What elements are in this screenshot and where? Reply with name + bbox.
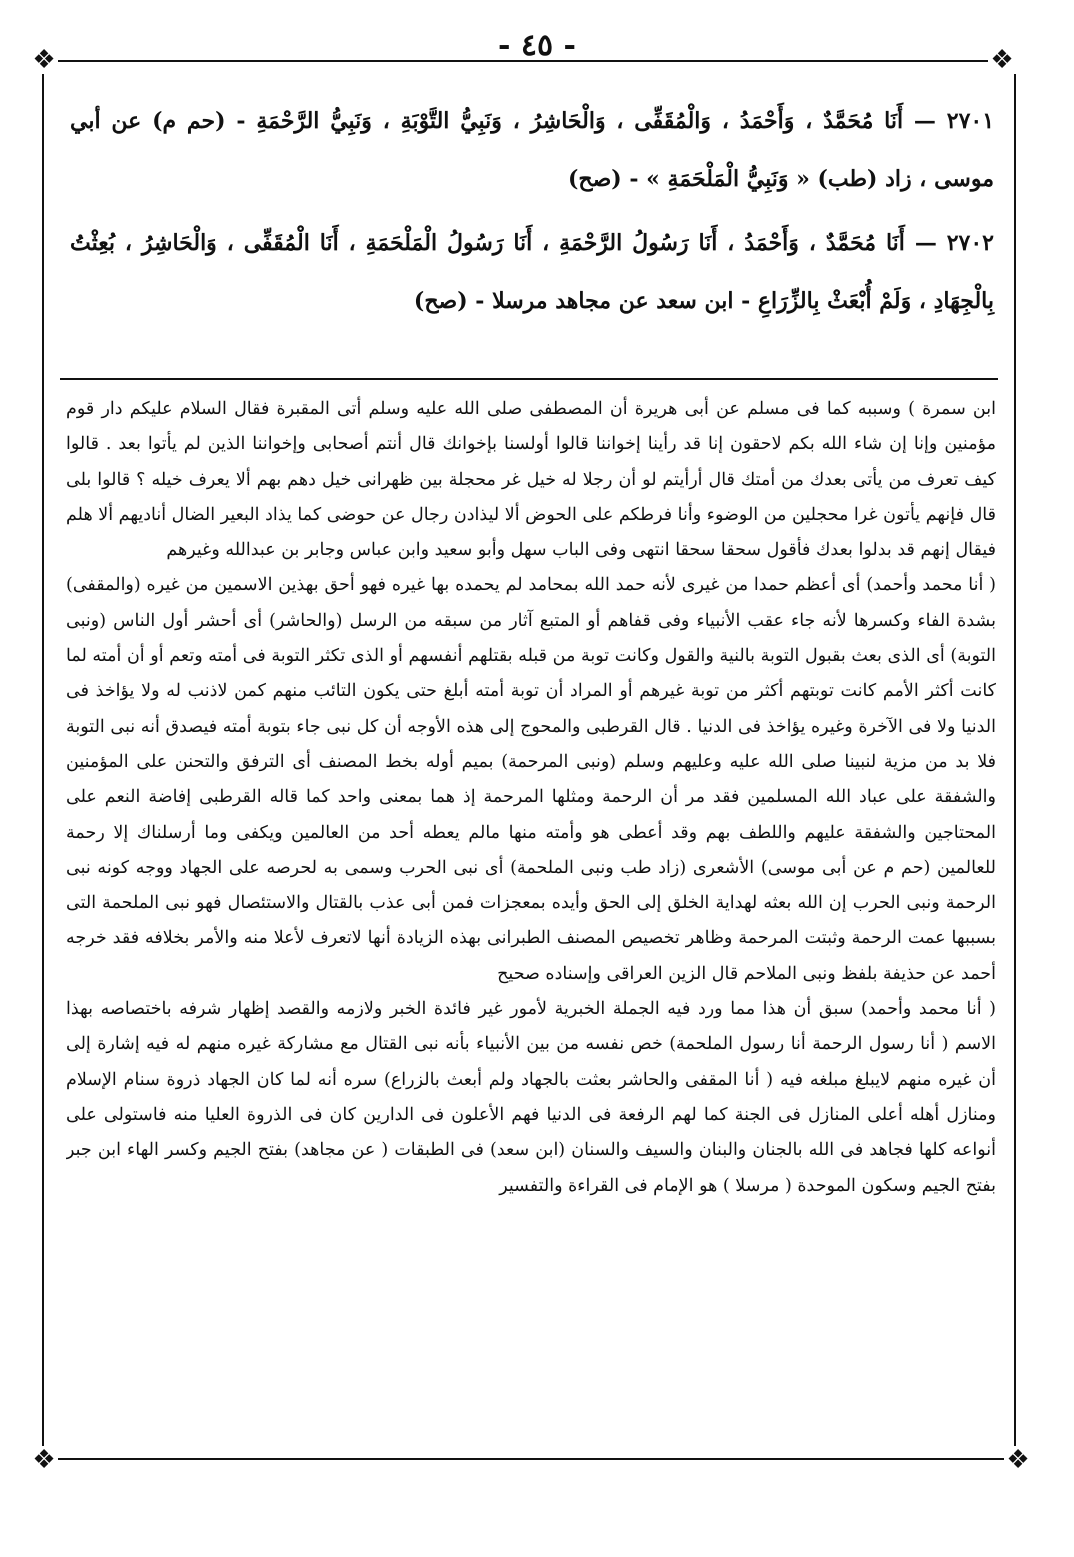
commentary-paragraph: ( أنا محمد وأحمد) أى أعظم حمدا من غيرى لأنه حمد الله بمحامد لم يحمده بها غيره فهو أحق بهذين الاسمين من غيره (والمقفى) بشدة الفاء وكسرها لأنه جاء عقب الأنبياء وفى قفاهم أو المتبع آثار من سبقه من الرسل (والحاشر) أى أحشر أول الناس (ونبى التوبة) أى الذى بعث بقبول التوبة بالنية والقول وكانت توبة من قبله بقتلهم أنفسهم أو الذى تكثر التوبة فى أمته وتعم أو أن أمته لما كانت أكثر الأمم كانت توبتهم أكثر من توبة غيرهم أو المراد أن توبة أمته أبلغ حتى يكون التائب منهم كمن لاذنب له ولا يؤاخذ فى الدنيا ولا فى الآخرة وغيره يؤاخذ فى الدنيا . قال القرطبى والمحوج إلى هذه الأوجه أن كل نبى جاء بتوبة أمته فيصدق أنه نبى التوبة فلا بد من مزية لنبينا صلى الله عليه وعليهم وسلم (ونبى المرحمة) بميم أوله بخط المصنف أى الترفق والتحنن على المؤمنين والشفقة على عباد الله المسلمين فقد مر أن الرحمة ومثلها المرحمة إذ هما بمعنى واحد كما قاله القرطبى إفاضة النعم على المحتاجين والشفقة عليهم واللطف بهم وقد أعطى هو وأمته منها مالم يعطه أحد من العالمين ويكفى وما أرسلناك إلا رحمة للعالمين (حم م عن أبى موسى) الأشعرى (زاد طب ونبى الملحمة) أى نبى الحرب وسمى به لحرصه على الجهاد ووجه كونه نبى الرحمة ونبى الحرب إن الله بعثه لهداية الخلق إلى الحق وأيده بمعجزات فمن أبى عذب بالقتال والاستئصال فهو نبى الملحمة التى بسببها عمت الرحمة وثبتت المرحمة وظاهر تخصيص المصنف الطبرانى بهذه الزيادة أنها لاتعرف لأعلا منه والأمر بخلافه فقد خرجه أحمد عن حذيفة بلفظ ونبى الملاحم قال الزين العراقى وإسناده صحيح bbox=[66, 575, 996, 984]
commentary-paragraph: ابن سمرة ) وسببه كما فى مسلم عن أبى هريرة أن المصطفى صلى الله عليه وسلم أتى المقبرة فقال السلام عليكم دار قوم مؤمنين وإنا إن شاء الله بكم لاحقون إنا قد رأينا إخواننا قالوا أولسنا بإخوانك قال أنتم أصحابى وإخواننا الذين لم يأتوا بعد . قالوا كيف تعرف من يأتى بعدك من أمتك قال أرأيتم لو أن رجلا له خيل غر محجلة بين ظهرانى خيل دهم بهم ألا يعرف خيله ؟ قالوا بلى قال فإنهم يأتون غرا محجلين من الوضوء وأنا فرطكم على الحوض ألا ليذادن رجال عن حوضى كما يذاد البعير الضال أناديهم ألا هلم فيقال إنهم قد بدلوا بعدك فأقول سحقا سحقا انتهى وفى الباب سهل وأبو سعيد وابن عباس وجابر بن عبدالله وغيرهم bbox=[66, 399, 996, 561]
page-number: - ٤٥ - bbox=[497, 28, 577, 63]
commentary-paragraph: ( أنا محمد وأحمد) سبق أن هذا مما ورد فيه الجملة الخبرية لأمور غير فائدة الخبر ولازمه والقصد إظهار شرفه باختصاصه بهذا الاسم ( أنا رسول الرحمة أنا رسول الملحمة) خص نفسه من بين الأنبياء بأنه نبى القتال مع مشاركة غيره منهم له فيه إشارة إلى أن غيره منهم لايبلغ مبلغه فيه ( أنا المقفى والحاشر بعثت بالجهاد ولم أبعث بالزراع) سره أنه لما كان الجهاد ذروة سنام الإسلام ومنازل أهله أعلى المنازل فى الجنة كما لهم الرفعة فى الدنيا فهم الأعلون فى الدارين كان فى الذروة العليا منه فاستولى على أنواعه كلها فجاهد فى الله بالجنان والبنان والسيف والسنان (ابن سعد) فى الطبقات ( عن مجاهد) بفتح الجيم وكسر الهاء ابن جبر بفتح الجيم وسكون الموحدة ( مرسلا ) هو الإمام فى القراءة والتفسير bbox=[66, 999, 996, 1196]
hadith-2702: ٢٧٠٢ — أَنَا مُحَمَّدٌ ، وَأَحْمَدُ ، أَنَا رَسُولُ الرَّحْمَةِ ، أَنَا رَسُولُ الْمَلْحَمَةِ ، أَنَا الْمُقَفِّى ، وَالْحَاشِرُ ، بُعِثْتُ بِالْجِهَادِ ، وَلَمْ أُبْعَثْ بِالزِّرَاعِ - ابن سعد عن مجاهد مرسلا - (صح) bbox=[70, 230, 994, 314]
corner-ornament-icon: ❖ bbox=[30, 46, 58, 74]
section-divider bbox=[60, 378, 998, 380]
corner-ornament-icon: ❖ bbox=[30, 1446, 58, 1474]
corner-ornament-icon: ❖ bbox=[1004, 1446, 1032, 1474]
corner-ornament-icon: ❖ bbox=[988, 46, 1016, 74]
commentary-section bbox=[66, 392, 996, 1450]
hadith-2701: ٢٧٠١ — أَنَا مُحَمَّدٌ ، وَأَحْمَدُ ، وَالْمُقَفِّى ، وَالْحَاشِرُ ، وَنَبِيُّ التَّوْبَةِ ، وَنَبِيُّ الرَّحْمَةِ - (حم م) عن أبي موسى ، زاد (طب) « وَنَبِيُّ الْمَلْحَمَةِ » - (صح) bbox=[70, 108, 995, 192]
